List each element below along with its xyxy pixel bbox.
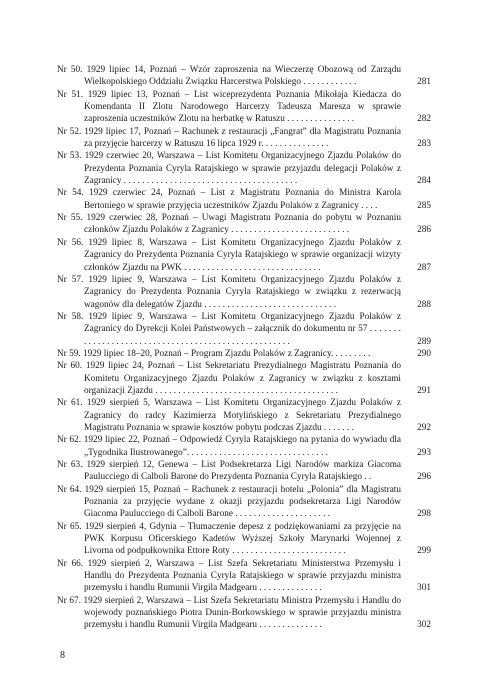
toc-entry-title: Nr 65. 1929 sierpień 4, Gdynia – Tłumaczenie depesz z podziękowaniami za przyjęcie na PWK Korpusu Oficerskiego Kadetów Wyższej Szkoły Marynarki Wojennej z Livorna od podpułkownika Ettore Roty . . . . . . . . . . . . . . . . . . . . . . . . . <box>57 521 401 557</box>
toc-entry <box>57 459 431 484</box>
toc-entry-page-number: 292 <box>417 422 431 433</box>
toc-entry-title: Nr 62. 1929 lipiec 22, Poznań – Odpowiedź Cyryla Ratajskiego na pytania do wywiadu dla „Tygodnika Ilustrowanego”. . . . . . . . . . . . . . . . . . . . . . . . . . . . . . . <box>57 435 401 458</box>
toc-entry-page-number: 286 <box>417 225 431 236</box>
toc-entry-page-number: 293 <box>417 447 431 458</box>
toc-entry <box>57 212 431 237</box>
toc-entry <box>57 558 431 595</box>
toc-entry-page-number: 281 <box>417 77 431 88</box>
table-of-contents <box>57 64 431 632</box>
toc-entry-title: Nr 60. 1929 lipiec 24, Poznań – List Sekretariatu Prezydialnego Magistratu Poznania do Komitetu Organizacyjnego Zjazdu Polaków z Zagranicy w związku z kosztami organizacji Zjazdu . . . . . . . . . . . . . . . . . . . . . . . . . . . . . . . . . . . . . . . . <box>57 361 401 396</box>
toc-entry-page-number: 298 <box>417 509 431 520</box>
toc-entry <box>57 64 431 89</box>
toc-entry-title: Nr 67. 1929 sierpień 2, Warszawa – List Szefa Sekretariatu Ministra Przemysłu i Handlu do wojewody poznańskiego Piotra Dunin-Borkowskiego w sprawie przyjazdu ministra przemysłu i handlu Rumunii Virgila Madgearu . . . . . . . . . . . . . . <box>57 595 401 631</box>
toc-entry <box>57 150 431 187</box>
toc-entry-title: Nr 55. 1929 czerwiec 28, Poznań – Uwagi Magistratu Poznania do pobytu w Poznaniu członków Zjazdu Polaków z Zagranicy . . . . . . . . . . . . . . . . . . . . . . . . . . <box>57 213 401 236</box>
toc-entry <box>57 360 431 397</box>
toc-entry <box>57 126 431 151</box>
toc-entry-title: Nr 63. 1929 sierpień 12, Genewa – List Podsekretarza Ligi Narodów markiza Giacoma Paulucciego di Calboli Barone do Prezydenta Poznania Cyryla Ratajskiego . . <box>57 460 401 483</box>
toc-entry-page-number: 302 <box>417 620 431 631</box>
toc-entry <box>57 274 431 311</box>
toc-entry-title: Nr 66. 1929 sierpień 2, Warszawa – List Szefa Sekretariatu Ministerstwa Przemysłu i Handlu do Prezydenta Poznania Cyryla Ratajskiego w sprawie przyjazdu ministra przemysłu i handlu Rumunii Virgila Madgearu . . . . . . . . . . . . . . <box>57 558 401 594</box>
toc-entry-title: Nr 61. 1929 sierpień 5, Warszawa – List Komitetu Organizacyjnego Zjazdu Polaków z Zagranicy do radcy Kazimierza Motylińskiego z Sekretariatu Prezydialnego Magistratu Poznania w sprawie kosztów pobytu podczas Zjazdu . . . . . . . <box>57 398 401 433</box>
toc-entry-page-number: 299 <box>417 546 431 557</box>
toc-entry-page-number: 291 <box>417 385 431 396</box>
toc-entry-page-number: 284 <box>417 176 431 187</box>
toc-entry-title: Nr 54. 1929 czerwiec 24, Poznań – List z Magistratu Poznania do Ministra Karola Bertoniego w sprawie przyjęcia uczestników Zjazdu Polaków z Zagranicy . . . . <box>57 188 401 211</box>
toc-entry-page-number: 287 <box>417 262 431 273</box>
toc-entry-page-number: 283 <box>417 139 431 150</box>
toc-entry <box>57 311 431 348</box>
toc-entry-page-number: 296 <box>417 472 431 483</box>
toc-entry-title: Nr 53. 1929 czerwiec 20, Warszawa – List Komitetu Organizacyjnego Zjazdu Polaków do Prezydenta Poznania Cyryla Ratajskiego w sprawie przyjazdu delegacji Polaków z Zagranicy . . . . . . . . . . . . . . . . . . . . . . . . . . . . . . . . . . . . . . <box>57 151 401 187</box>
toc-entry-title: Nr 57. 1929 lipiec 9, Warszawa – List Komitetu Organizacyjnego Zjazdu Polaków z Zagranicy do Prezydenta Poznania Cyryla Ratajskiego w związku z rezerwacją wagonów dla delegatów Zjazdu . . . . . . . . . . . . . . . . . . . . . . . . . . . . . <box>57 274 401 310</box>
toc-entry-title: Nr 64. 1929 sierpień 15, Poznań – Rachunek z restauracji hotelu „Polonia” dla Magistratu Poznania za przyjęcie wydane z okazji przyjazdu podsekretarza Ligi Narodów Giacoma Paulucciego di Calboli Barone . . . . . . . . . . . . . . . . . . . . . <box>57 484 401 520</box>
toc-entry <box>57 89 431 126</box>
toc-entry-page-number: 289 <box>417 336 431 347</box>
toc-entry-page-number: 290 <box>417 348 431 359</box>
toc-entry <box>57 187 431 212</box>
page-number: 8 <box>60 650 65 661</box>
toc-entry-title: Nr 58. 1929 lipiec 9, Warszawa – List Komitetu Organizacyjnego Zjazdu Polaków z Zagranicy do Dyrekcji Kolei Państwowych – załącznik do dokumentu nr 57 . . . . . . . . . . . . . . . . . . . . . . . . . . . . . . . . . . . . . . . . . . . . . . . . . . . . <box>57 311 401 347</box>
toc-entry <box>57 237 431 274</box>
toc-entry <box>57 434 431 459</box>
toc-entry-page-number: 282 <box>417 114 431 125</box>
toc-entry-page-number: 285 <box>417 200 431 211</box>
toc-entry <box>57 484 431 521</box>
toc-entry <box>57 348 431 360</box>
toc-entry-title: Nr 51. 1929 lipiec 13, Poznań – List wiceprezydenta Poznania Mikołaja Kiedacza do Komendanta II Zlotu Narodowego Harcerzy Tadeusza Maresza w sprawie zaproszenia uczestników Zlotu na herbatkę w Ratuszu . . . . . . . . . . . . . . . <box>57 89 401 125</box>
toc-entry-title: Nr 56. 1929 lipiec 8, Warszawa – List Komitetu Organizacyjnego Zjazdu Polaków z Zagranicy do Prezydenta Poznania Cyryla Ratajskiego w sprawie organizacji wizyty członków Zjazdu na PWK . . . . . . . . . . . . . . . . . . . . . . . . . . . . . . <box>57 237 401 273</box>
toc-entry-title: Nr 59. 1929 lipiec 18–20, Poznań – Program Zjazdu Polaków z Zagranicy. . . . . . . . . <box>57 348 371 359</box>
toc-entry <box>57 521 431 558</box>
toc-entry-page-number: 301 <box>417 583 431 594</box>
toc-entry-page-number: 288 <box>417 299 431 310</box>
toc-entry <box>57 397 431 434</box>
toc-entry-title: Nr 52. 1929 lipiec 17, Poznań – Rachunek z restauracji „Fangrat” dla Magistratu Poznania za przyjęcie harcerzy w Ratuszu 16 lipca 1929 r. . . . . . . . . . . . . . . <box>57 126 401 150</box>
toc-entry-title: Nr 50. 1929 lipiec 14, Poznań – Wzór zaproszenia na Wieczerzę Obozową od Zarządu Wielkopolskiego Oddziału Związku Harcerstwa Polskiego . . . . . . . . . . . . <box>57 65 401 88</box>
toc-entry <box>57 595 431 632</box>
